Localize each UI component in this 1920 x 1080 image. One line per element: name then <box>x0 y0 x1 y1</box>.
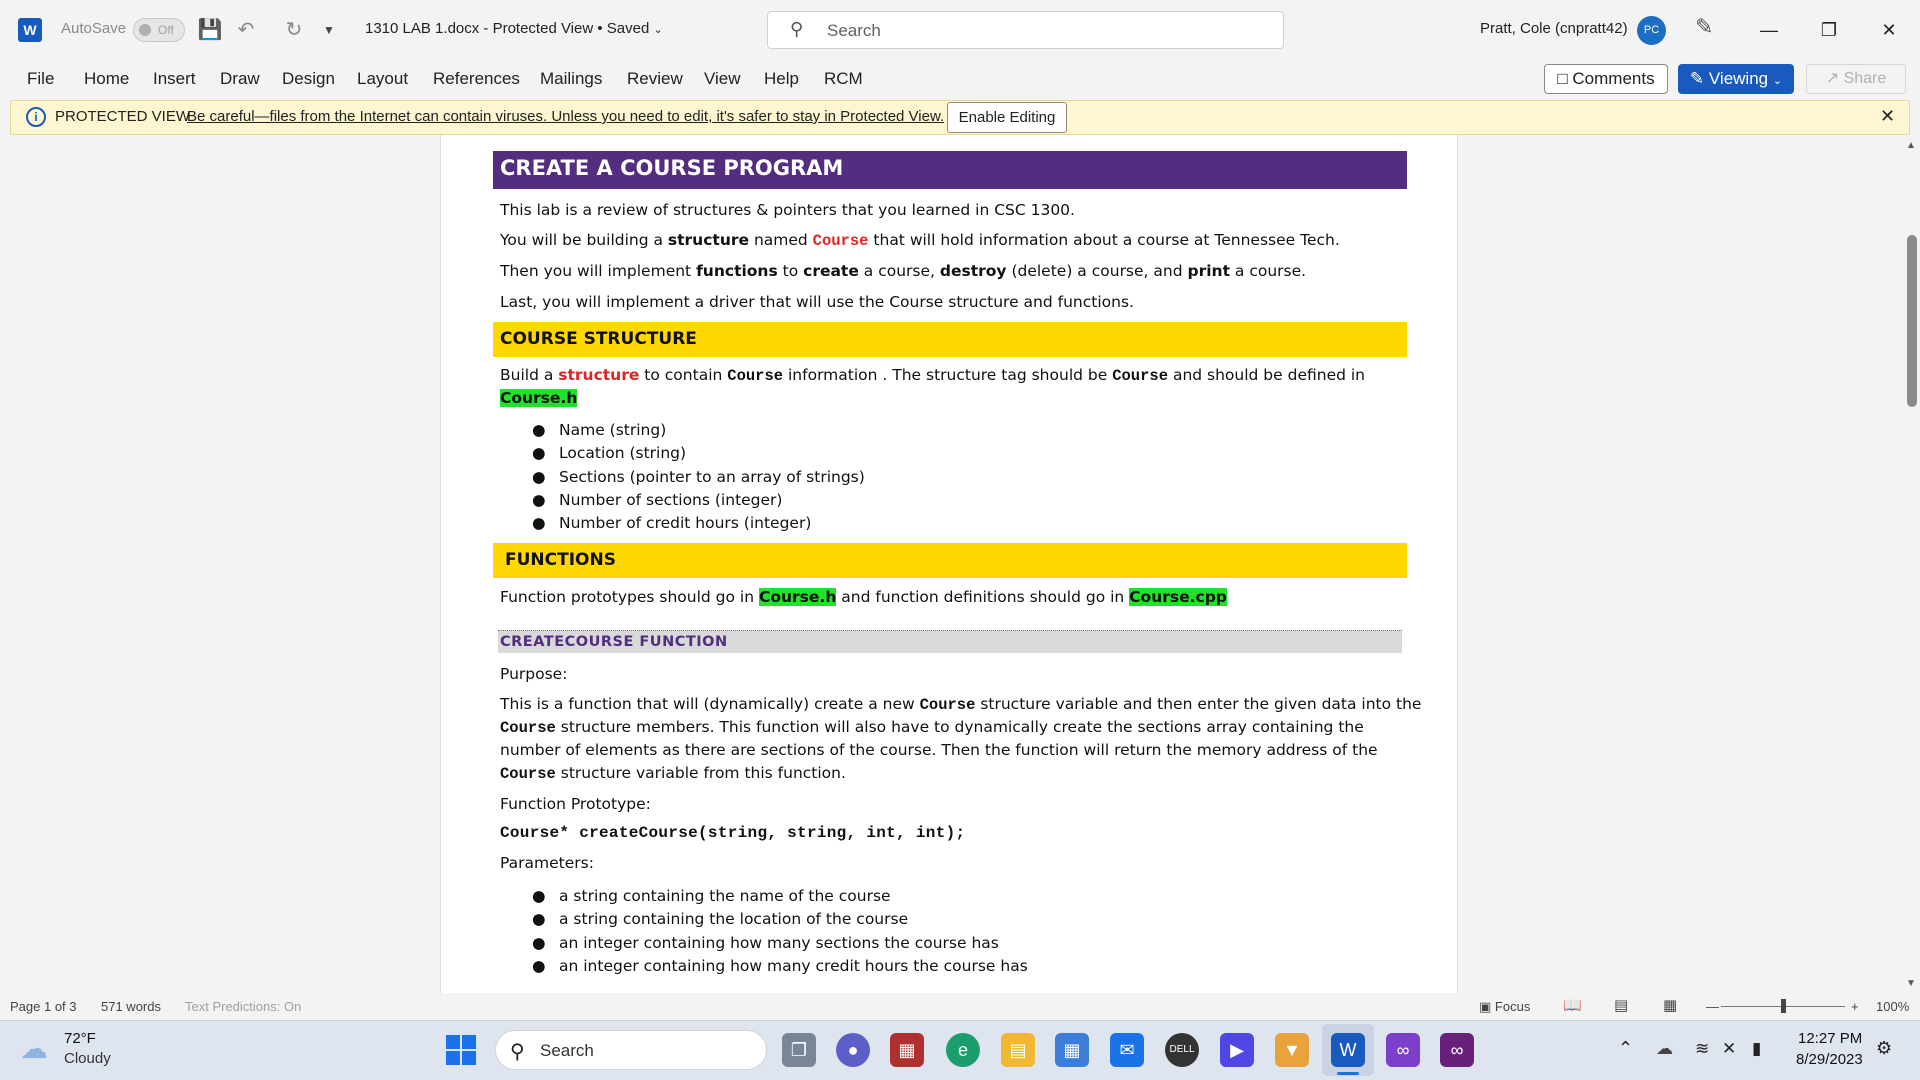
file-explorer-icon[interactable]: ▤ <box>1001 1033 1035 1067</box>
weather-temp[interactable]: 72°F <box>64 1030 96 1047</box>
clock-time[interactable]: 12:27 PM <box>1798 1030 1863 1047</box>
tab-file[interactable]: File <box>27 69 55 88</box>
share-button[interactable]: ↗ Share <box>1806 64 1906 94</box>
pen-icon: ✎ <box>1689 69 1705 88</box>
intro-line-1: This lab is a review of structures & pointers that you learned in CSC 1300. <box>500 201 1075 219</box>
minimize-button[interactable]: — <box>1760 20 1778 40</box>
structure-description: Build a structure to contain Course information . The structure tag should be Course and should be defined in <box>500 366 1366 385</box>
list-item: Number of sections (integer) <box>559 491 783 509</box>
chevron-up-icon[interactable]: ⌃ <box>1618 1038 1634 1058</box>
volume-muted-icon[interactable]: ✕ <box>1722 1039 1737 1058</box>
tab-references[interactable]: References <box>433 69 520 88</box>
avatar[interactable]: PC <box>1637 16 1666 45</box>
microsoft-store-icon[interactable]: ▦ <box>1055 1033 1089 1067</box>
tab-insert[interactable]: Insert <box>153 69 196 88</box>
tab-layout[interactable]: Layout <box>357 69 409 88</box>
prototype-label: Function Prototype: <box>500 795 651 813</box>
zoom-slider-thumb[interactable] <box>1781 999 1786 1013</box>
search-icon: ⚲ <box>510 1041 525 1063</box>
tab-review[interactable]: Review <box>627 69 683 88</box>
list-item: Sections (pointer to an array of strings) <box>559 468 865 486</box>
chevron-down-icon: ⌄ <box>653 24 663 36</box>
bullet-icon: ● <box>532 491 546 509</box>
clock-date[interactable]: 8/29/2023 <box>1796 1051 1863 1068</box>
createcourse-heading: CREATECOURSE FUNCTION <box>498 630 1402 653</box>
purpose-line: This is a function that will (dynamically) create a new Course structure variable and then enter the given data into the <box>500 695 1422 714</box>
tab-mailings[interactable]: Mailings <box>540 69 603 88</box>
function-prototype-code: Course* createCourse(string, string, int, int); <box>500 824 966 842</box>
chevron-down-icon: ⌄ <box>1772 75 1783 87</box>
print-layout-icon[interactable]: ▤ <box>1614 997 1629 1014</box>
tab-help[interactable]: Help <box>764 69 799 88</box>
list-item: Number of credit hours (integer) <box>559 514 812 532</box>
search-box[interactable] <box>767 11 1284 49</box>
taskbar-search-placeholder: Search <box>540 1041 594 1060</box>
winrar-icon[interactable]: ▦ <box>890 1033 924 1067</box>
mail-icon[interactable]: ✉ <box>1110 1033 1144 1067</box>
info-icon: i <box>26 107 46 127</box>
autosave-toggle[interactable] <box>133 18 185 42</box>
weather-desc[interactable]: Cloudy <box>64 1050 111 1067</box>
tab-view[interactable]: View <box>704 69 741 88</box>
tab-draw[interactable]: Draw <box>220 69 260 88</box>
zoom-level[interactable]: 100% <box>1876 999 1910 1014</box>
dell-icon[interactable]: DELL <box>1165 1033 1199 1067</box>
protected-view-message-link[interactable]: Be careful—files from the Internet can contain viruses. Unless you need to edit, it's safer to stay in Protected View. <box>187 108 945 125</box>
purpose-label: Purpose: <box>500 665 568 683</box>
course-structure-heading: COURSE STRUCTURE <box>493 322 1407 357</box>
list-item: a string containing the location of the course <box>559 910 909 928</box>
app-icon[interactable]: ▼ <box>1275 1033 1309 1067</box>
save-icon[interactable]: 💾 <box>197 19 223 41</box>
share-icon: ↗ <box>1825 70 1840 87</box>
active-indicator <box>1337 1072 1359 1075</box>
intro-line-2: You will be building a structure named Course that will hold information about a course at Tennessee Tech. <box>500 231 1340 250</box>
close-window-button[interactable]: ✕ <box>1881 20 1897 40</box>
bullet-icon: ● <box>532 934 546 952</box>
bullet-icon: ● <box>532 957 546 975</box>
scrollbar-thumb[interactable] <box>1907 235 1917 407</box>
cloud-icon[interactable]: ☁ <box>20 1033 48 1064</box>
parameters-label: Parameters: <box>500 854 594 872</box>
list-item: an integer containing how many credit hours the course has <box>559 957 1028 975</box>
focus-button[interactable]: ▣ Focus <box>1479 999 1531 1014</box>
close-icon[interactable]: ✕ <box>1880 106 1896 126</box>
tab-rcm[interactable]: RCM <box>824 69 863 88</box>
onedrive-icon[interactable]: ☁ <box>1656 1039 1673 1058</box>
undo-icon[interactable]: ↶ <box>237 19 255 41</box>
visual-studio-icon[interactable]: ∞ <box>1386 1033 1420 1067</box>
designer-pen-icon[interactable]: ✎ <box>1695 14 1714 39</box>
taskbar-search[interactable] <box>495 1030 767 1070</box>
purpose-line: number of elements as there are sections of the course. Then the function will return the memory address of the <box>500 741 1378 759</box>
edge-icon[interactable]: e <box>946 1033 980 1067</box>
search-icon: ⚲ <box>790 19 804 39</box>
scroll-down-icon[interactable]: ▼ <box>1906 978 1916 989</box>
intro-line-4: Last, you will implement a driver that will use the Course structure and functions. <box>500 293 1134 311</box>
list-item: Location (string) <box>559 444 687 462</box>
word-taskbar-icon[interactable]: W <box>1331 1033 1365 1067</box>
task-view-icon[interactable]: ❐ <box>782 1033 816 1067</box>
viewing-mode-button[interactable]: ✎ Viewing ⌄ <box>1678 64 1794 94</box>
functions-description: Function prototypes should go in Course.h and function definitions should go in Course.cpp <box>500 588 1227 606</box>
autosave-state: Off <box>158 23 174 37</box>
course-h-filename: Course.h <box>500 389 578 407</box>
bullet-icon: ● <box>532 887 546 905</box>
customize-toolbar-icon[interactable]: ▼ <box>323 23 335 37</box>
wifi-icon[interactable]: ≋ <box>1695 1039 1710 1058</box>
copilot-icon[interactable]: ▶ <box>1220 1033 1254 1067</box>
bullet-icon: ● <box>532 910 546 928</box>
enable-editing-button[interactable]: Enable Editing <box>947 102 1067 133</box>
list-item: Name (string) <box>559 421 667 439</box>
word-count[interactable]: 571 words <box>101 999 161 1014</box>
focus-icon: ▣ <box>1479 999 1492 1014</box>
document-title[interactable]: 1310 LAB 1.docx - Protected View • Saved ⌄ <box>365 20 663 37</box>
purpose-line: Course structure variable from this function. <box>500 764 846 783</box>
protected-view-title: PROTECTED VIEW <box>55 108 191 125</box>
tab-home[interactable]: Home <box>84 69 130 88</box>
user-name[interactable]: Pratt, Cole (cnpratt42) <box>1480 20 1628 37</box>
text-predictions-status[interactable]: Text Predictions: On <box>185 999 302 1014</box>
notification-icon[interactable]: ⚙ <box>1876 1038 1893 1058</box>
comment-icon: □ <box>1557 69 1568 88</box>
word-app-icon[interactable]: W <box>18 18 42 42</box>
bullet-icon: ● <box>532 444 546 462</box>
bullet-icon: ● <box>532 421 546 439</box>
search-placeholder: Search <box>827 21 881 40</box>
bullet-icon: ● <box>532 468 546 486</box>
battery-icon[interactable]: ▮ <box>1752 1039 1762 1058</box>
web-layout-icon[interactable]: ▦ <box>1663 997 1678 1014</box>
list-item: an integer containing how many sections the course has <box>559 934 999 952</box>
page-title: CREATE A COURSE PROGRAM <box>493 151 1407 189</box>
windows-start-icon[interactable] <box>446 1035 476 1065</box>
page-count[interactable]: Page 1 of 3 <box>10 999 77 1014</box>
read-mode-icon[interactable]: 📖 <box>1563 997 1582 1014</box>
tab-design[interactable]: Design <box>282 69 335 88</box>
scroll-up-icon[interactable]: ▲ <box>1906 140 1916 151</box>
comments-button[interactable]: □ Comments <box>1544 64 1668 94</box>
chat-icon[interactable]: ● <box>836 1033 870 1067</box>
visual-studio-icon[interactable]: ∞ <box>1440 1033 1474 1067</box>
zoom-in-icon[interactable]: + <box>1851 999 1859 1014</box>
bullet-icon: ● <box>532 514 546 532</box>
redo-icon[interactable]: ↻ <box>285 19 303 41</box>
document-page[interactable] <box>440 135 1458 993</box>
restore-button[interactable]: ❐ <box>1820 20 1838 40</box>
list-item: a string containing the name of the course <box>559 887 891 905</box>
intro-line-3: Then you will implement functions to create a course, destroy (delete) a course, and print a course. <box>500 262 1307 280</box>
purpose-line: Course structure members. This function will also have to dynamically create the sections array containing the <box>500 718 1364 737</box>
functions-heading: FUNCTIONS <box>493 543 1407 578</box>
zoom-out-icon[interactable]: — <box>1706 999 1719 1014</box>
autosave-label: AutoSave <box>61 20 127 37</box>
